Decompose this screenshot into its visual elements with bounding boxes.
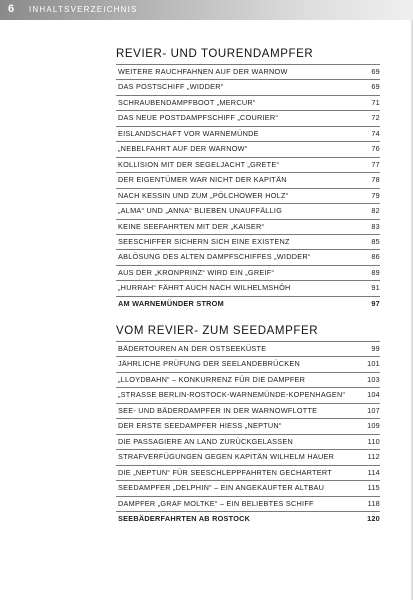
toc-entry (116, 266, 380, 280)
toc-entry (116, 419, 380, 433)
toc-entry (116, 111, 380, 125)
toc-entry-title: „NEBELFAHRT AUF DER WARNOW“ (118, 144, 248, 154)
toc-entry-title: DIE „NEPTUN“ FÜR SEESCHLEPPFAHRTEN GECHARTERT (118, 467, 332, 477)
toc-entry-title: DIE PASSAGIERE AN LAND ZURÜCKGELASSEN (118, 436, 293, 446)
toc-entry-title: AUS DER „KRONPRINZ“ WIRD EIN „GREIF“ (118, 267, 275, 277)
toc-entry-title: AM WARNEMÜNDER STROM (118, 298, 224, 308)
toc-entry-title: EISLANDSCHAFT VOR WARNEMÜNDE (118, 128, 259, 138)
toc-entry (116, 404, 380, 418)
toc-entry-title: SEESCHIFFER SICHERN SICH EINE EXISTENZ (118, 236, 290, 246)
toc-entry-title: SCHRAUBENDAMPFBOOT „MERCUR“ (118, 97, 256, 107)
toc-entry-title: SEEDAMPFER „DELPHIN“ – EIN ANGEKAUFTER ALTBAU (118, 483, 325, 493)
toc-entry-title: „LLOYDBAHN“ – KONKURRENZ FÜR DIE DAMPFER (118, 374, 306, 384)
section-title: VOM REVIER- ZUM SEEDAMPFER (116, 325, 319, 337)
toc-entry-page: 85 (371, 236, 380, 246)
toc-entry-page: 115 (367, 483, 380, 493)
toc-entry-page: 72 (371, 113, 380, 123)
toc-entry-page: 78 (371, 175, 380, 185)
toc-entry (116, 450, 380, 464)
toc-entry (116, 388, 380, 402)
toc-entry-title: BÄDERTOUREN AN DER OSTSEEKÜSTE (118, 344, 267, 353)
toc-entry (116, 235, 380, 249)
toc-entry-title: DAMPFER „GRAF MOLTKE“ – EIN BELIEBTES SCHIFF (118, 498, 314, 508)
toc-entry-page: 74 (371, 128, 380, 138)
toc-entry-title: DAS POSTSCHIFF „WIDDER“ (118, 82, 224, 92)
toc-entry (116, 466, 380, 480)
toc-entry (116, 357, 380, 371)
toc-entry-title: „ALMA“ UND „ANNA“ BLIEBEN UNAUFFÄLLIG (118, 206, 283, 216)
running-header (0, 0, 413, 20)
toc-entry-title: ABLÖSUNG DES ALTEN DAMPFSCHIFFES „WIDDER“ (118, 252, 311, 262)
toc-entry-page: 109 (367, 421, 380, 431)
toc-entry-page: 89 (371, 267, 380, 277)
toc-entry-page: 120 (367, 513, 380, 523)
toc-entry-title: SEEBÄDERFAHRTEN AB ROSTOCK (118, 513, 251, 523)
toc-entry-title: STRAFVERFÜGUNGEN GEGEN KAPITÄN WILHELM HAUER (118, 452, 335, 462)
toc-entry (116, 142, 380, 156)
toc-entry-page: 83 (371, 221, 380, 231)
toc-entry-title: DER EIGENTÜMER WAR NICHT DER KAPITÄN (118, 175, 287, 185)
toc-entry-page: 107 (367, 405, 380, 415)
toc-entry-page: 77 (371, 159, 380, 169)
toc-entry (116, 342, 380, 356)
toc-entry-title: „HURRAH“ FÄHRT AUCH NACH WILHELMSHÖH (118, 283, 291, 293)
toc-entry (116, 173, 380, 187)
toc-entry (116, 80, 380, 94)
toc-entry-page: 79 (371, 190, 380, 200)
toc-entry-title: JÄHRLICHE PRÜFUNG DER SEELANDEBRÜCKEN (118, 359, 300, 369)
toc-entry-title: DAS NEUE POSTDAMPFSCHIFF „COURIER“ (118, 113, 279, 123)
section-title: REVIER- UND TOURENDAMPFER (116, 48, 314, 60)
toc-entry-page: 104 (367, 390, 380, 400)
toc-entry (116, 250, 380, 264)
toc-entry (116, 497, 380, 511)
running-header-title: INHALTSVERZEICHNIS (29, 5, 138, 14)
toc-entry (116, 481, 380, 495)
toc-entry-page: 118 (367, 498, 380, 508)
toc-entry (116, 204, 380, 218)
toc-entry-title: KOLLISION MIT DER SEGELJACHT „GRETE“ (118, 159, 280, 169)
toc-entry-page: 69 (371, 82, 380, 92)
toc-entry (116, 189, 380, 203)
toc-entry-page: 97 (371, 298, 380, 308)
toc-entry-page: 99 (371, 344, 380, 353)
toc-entry-title: „STRASSE BERLIN-ROSTOCK-WARNEMÜNDE-KOPENHAGEN“ (118, 390, 346, 400)
toc-entry-page: 69 (371, 67, 380, 76)
toc-entry (116, 512, 380, 526)
toc-entry-page: 82 (371, 206, 380, 216)
toc-entry (116, 65, 380, 79)
toc-entry-page: 101 (367, 359, 380, 369)
toc-entry-title: DER ERSTE SEEDAMPFER HIESS „NEPTUN“ (118, 421, 282, 431)
toc-entry-page: 103 (367, 374, 380, 384)
page-number: 6 (8, 3, 15, 15)
toc-entry-title: NACH KESSIN UND ZUM „PÖLCHOWER HOLZ“ (118, 190, 289, 200)
toc-entry-title: SEE- UND BÄDERDAMPFER IN DER WARNOWFLOTTE (118, 405, 318, 415)
toc-entry (116, 220, 380, 234)
toc-entry-page: 114 (367, 467, 380, 477)
toc-entry-page: 76 (371, 144, 380, 154)
toc-entry-page: 91 (371, 283, 380, 293)
toc-entry (116, 281, 380, 295)
toc-entry (116, 373, 380, 387)
toc-entry (116, 96, 380, 110)
toc-entry (116, 158, 380, 172)
toc-entry (116, 297, 380, 311)
toc-entry-page: 112 (367, 452, 380, 462)
toc-entry-page: 86 (371, 252, 380, 262)
toc-entry-title: WEITERE RAUCHFAHNEN AUF DER WARNOW (118, 67, 288, 76)
toc-entry (116, 435, 380, 449)
toc-entry-page: 110 (367, 436, 380, 446)
toc-entry-page: 71 (371, 97, 380, 107)
toc-entry (116, 127, 380, 141)
toc-entry-title: KEINE SEEFAHRTEN MIT DER „KAISER“ (118, 221, 265, 231)
